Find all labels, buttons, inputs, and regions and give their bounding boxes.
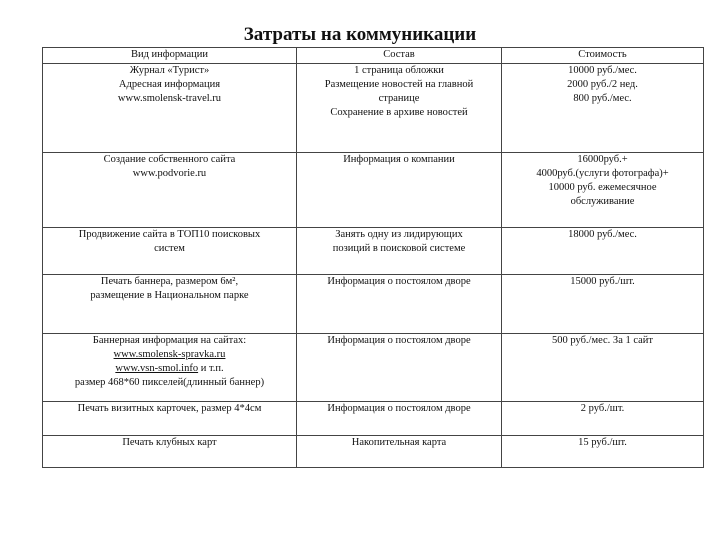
cell-line: 2 руб./шт.	[580, 403, 625, 414]
cell-line: Занять одну из лидирующих	[335, 229, 463, 240]
header-cell-cost: Стоимость	[502, 48, 704, 64]
cell-line	[46, 362, 293, 376]
cell-line: Печать визитных карточек, размер 4*4см	[77, 403, 262, 414]
content-cell	[297, 334, 502, 402]
page-title: Затраты на коммуникации	[243, 24, 477, 45]
content-cell	[297, 402, 502, 436]
cell-line: www.podvorie.ru	[132, 168, 207, 179]
table-row	[43, 334, 704, 402]
cell-line	[46, 348, 293, 362]
content-cell	[297, 275, 502, 334]
cell-line: 15000 руб./шт.	[570, 276, 635, 287]
cell-line: 500 руб./мес. За 1 сайт	[551, 335, 654, 346]
cost-cell	[502, 436, 704, 468]
cost-cell	[502, 402, 704, 436]
cost-cell	[502, 64, 704, 153]
cell-line: 15 руб./шт.	[578, 437, 627, 448]
site-link-vsn-smol[interactable]: www.vsn-smol.info	[115, 363, 199, 374]
cell-text: и т.п.	[198, 363, 224, 374]
cell-line: размер 468*60 пикселей(длинный баннер)	[74, 377, 265, 388]
header-cell-type: Вид информации	[43, 48, 297, 64]
cell-line: позиций в поисковой системе	[332, 243, 466, 254]
site-link-smolensk-spravka[interactable]: www.smolensk-spravka.ru	[113, 349, 226, 360]
type-cell	[43, 153, 297, 228]
cell-line: Баннерная информация на сайтах:	[92, 335, 247, 346]
cell-line: 1 страница обложки	[354, 65, 444, 76]
content-cell	[297, 64, 502, 153]
cell-line: 800 руб./мес.	[573, 93, 632, 104]
cell-line: 4000руб.(услуги фотографа)+	[536, 168, 669, 179]
cell-line: 10000 руб. ежемесячное	[548, 182, 657, 193]
cell-line: Создание собственного сайта	[103, 154, 236, 165]
cell-line: Информация о постоялом дворе	[327, 276, 471, 287]
cost-cell	[502, 153, 704, 228]
type-cell	[43, 402, 297, 436]
table-row	[43, 275, 704, 334]
cost-cell	[502, 275, 704, 334]
cell-line: Информация о постоялом дворе	[327, 403, 471, 414]
cell-line: обслуживание	[570, 196, 635, 207]
type-cell	[43, 228, 297, 275]
cell-line: Журнал «Турист»	[129, 65, 210, 76]
cell-line: Информация о постоялом дворе	[327, 335, 471, 346]
type-cell	[43, 64, 297, 153]
table-row	[43, 153, 704, 228]
cell-line: систем	[154, 243, 185, 254]
cell-line: Накопительная карта	[351, 437, 447, 448]
communication-costs-table	[42, 47, 704, 468]
table-row	[43, 402, 704, 436]
content-cell	[297, 228, 502, 275]
cell-line: Продвижение сайта в ТОП10 поисковых	[78, 229, 261, 240]
header-cell-content: Состав	[297, 48, 502, 64]
cell-line: 2000 руб./2 нед.	[567, 79, 638, 90]
cell-line: 18000 руб./мес.	[568, 229, 637, 240]
type-cell	[43, 334, 297, 402]
cell-line: Печать баннера, размером 6м²,	[100, 276, 239, 287]
cell-line: 16000руб.+	[577, 154, 628, 165]
cell-line: Печать клубных карт	[122, 437, 217, 448]
cost-cell	[502, 228, 704, 275]
cell-line: Сохранение в архиве новостей	[330, 107, 468, 118]
content-cell	[297, 436, 502, 468]
cell-line: Адресная информация	[118, 79, 221, 90]
cell-line: странице	[378, 93, 420, 104]
cell-line: www.smolensk-travel.ru	[117, 93, 222, 104]
cost-cell	[502, 334, 704, 402]
cell-line: Информация о компании	[343, 154, 455, 165]
type-cell	[43, 275, 297, 334]
table-row	[43, 64, 704, 153]
cell-line: размещение в Национальном парке	[90, 290, 249, 301]
table-row	[43, 228, 704, 275]
cell-line: Размещение новостей на главной	[324, 79, 474, 90]
table-header-row	[43, 48, 704, 64]
table-row	[43, 436, 704, 468]
content-cell	[297, 153, 502, 228]
cell-line: 10000 руб./мес.	[568, 65, 637, 76]
type-cell	[43, 436, 297, 468]
